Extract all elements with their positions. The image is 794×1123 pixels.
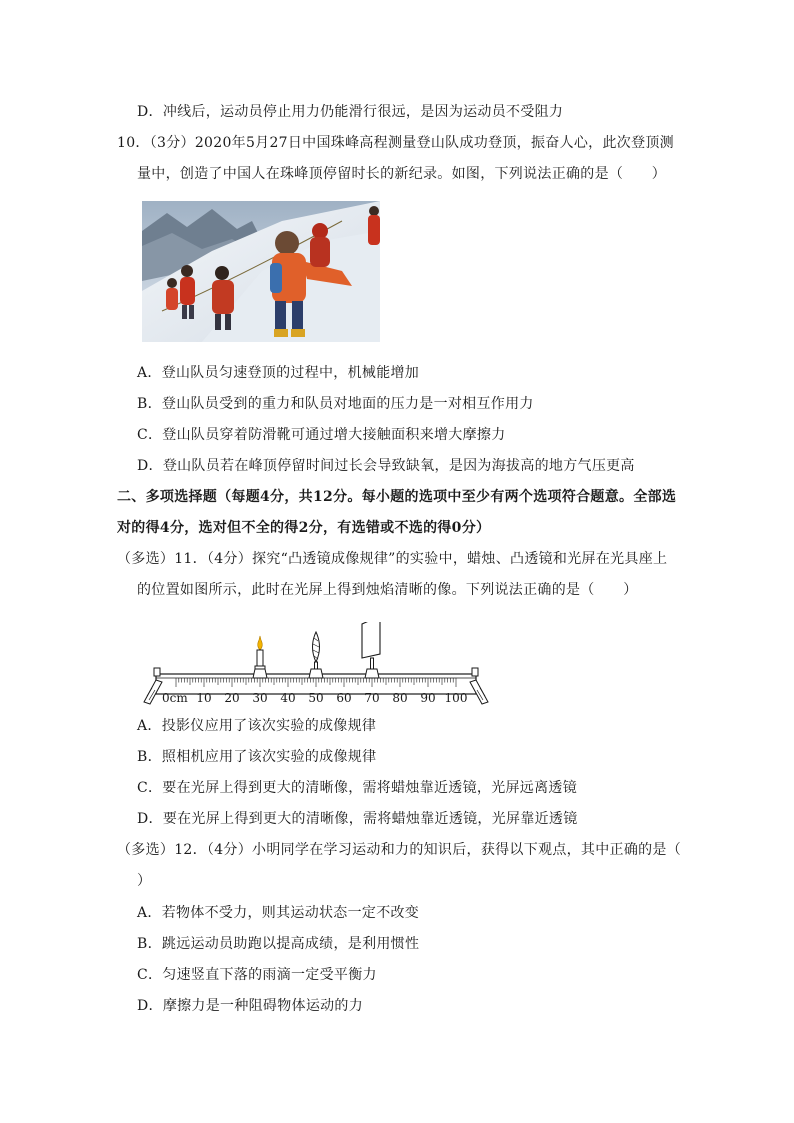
q9-option-d[interactable]: D．冲线后，运动员停止用力仍能滑行很远，是因为运动员不受阻力 — [137, 104, 564, 120]
bench-scale-label: 20 — [224, 691, 240, 705]
q11-option-a[interactable]: A．投影仪应用了该次实验的成像规律 — [137, 718, 377, 734]
bench-scale-labels — [162, 691, 467, 705]
q11-stem-line2: 的位置如图所示，此时在光屏上得到烛焰清晰的像。下列说法正确的是（ ） — [137, 582, 638, 598]
bench-scale-label: 70 — [364, 691, 380, 705]
section2-header-line1: 二、多项选择题（每题4分，共12分。每小题的选项中至少有两个选项符合题意。全部选 — [117, 489, 677, 505]
convex-lens — [309, 632, 323, 678]
q12-stem-line1: （多选）12．（4分）小明同学在学习运动和力的知识后，获得以下观点，其中正确的是（ — [117, 842, 682, 858]
bench-scale-label: 10 — [196, 691, 212, 705]
climbers-illustration — [142, 201, 380, 342]
candle — [253, 636, 267, 678]
bench-scale-label: 60 — [336, 691, 352, 705]
q12-option-d[interactable]: D．摩擦力是一种阻碍物体运动的力 — [137, 998, 364, 1014]
bench-scale-label: 90 — [420, 691, 436, 705]
bench-scale-label: 50 — [308, 691, 324, 705]
bench-scale-label: 80 — [392, 691, 408, 705]
q12-option-b[interactable]: B．跳远运动员助跑以提高成绩，是利用惯性 — [137, 936, 420, 952]
q11-option-b[interactable]: B．照相机应用了该次实验的成像规律 — [137, 749, 377, 765]
optical-bench-svg — [140, 622, 494, 708]
q10-stem-line1: 10．（3分）2020年5月27日中国珠峰高程测量登山队成功登顶，振奋人心，此次登顶测 — [117, 135, 674, 151]
left-support — [144, 668, 162, 704]
light-screen — [362, 622, 380, 678]
q10-everest-photo — [142, 201, 380, 342]
q10-option-a[interactable]: A．登山队员匀速登顶的过程中，机械能增加 — [137, 365, 420, 381]
q10-option-b[interactable]: B．登山队员受到的重力和队员对地面的压力是一对相互作用力 — [137, 396, 534, 412]
q11-option-d[interactable]: D．要在光屏上得到更大的清晰像，需将蜡烛靠近透镜，光屏靠近透镜 — [137, 811, 578, 827]
optical-bench-diagram — [140, 622, 494, 708]
q10-option-d[interactable]: D．登山队员若在峰顶停留时间过长会导致缺氧，是因为海拔高的地方气压更高 — [137, 458, 635, 474]
candle-flame — [258, 636, 263, 650]
right-support — [470, 668, 488, 704]
q12-option-c[interactable]: C．匀速竖直下落的雨滴一定受平衡力 — [137, 967, 377, 983]
bench-scale-label: 0cm — [162, 691, 188, 705]
q12-option-a[interactable]: A．若物体不受力，则其运动状态一定不改变 — [137, 905, 420, 921]
q11-option-c[interactable]: C．要在光屏上得到更大的清晰像，需将蜡烛靠近透镜，光屏远离透镜 — [137, 780, 578, 796]
bench-scale-label: 40 — [280, 691, 296, 705]
bench-scale-label: 30 — [252, 691, 268, 705]
q12-stem-line2: ） — [137, 873, 152, 889]
section2-header-line2: 对的得4分，选对但不全的得2分，有选错或不选的得0分） — [117, 520, 491, 536]
q10-stem-line2: 量中，创造了中国人在珠峰顶停留时长的新纪录。如图，下列说法正确的是（ ） — [137, 166, 667, 182]
q10-option-c[interactable]: C．登山队员穿着防滑靴可通过增大接触面积来增大摩擦力 — [137, 427, 506, 443]
bench-scale-label: 100 — [444, 691, 468, 705]
q11-stem-line1: （多选）11．（4分）探究“凸透镜成像规律”的实验中，蜡烛、凸透镜和光屏在光具座上 — [117, 551, 668, 567]
